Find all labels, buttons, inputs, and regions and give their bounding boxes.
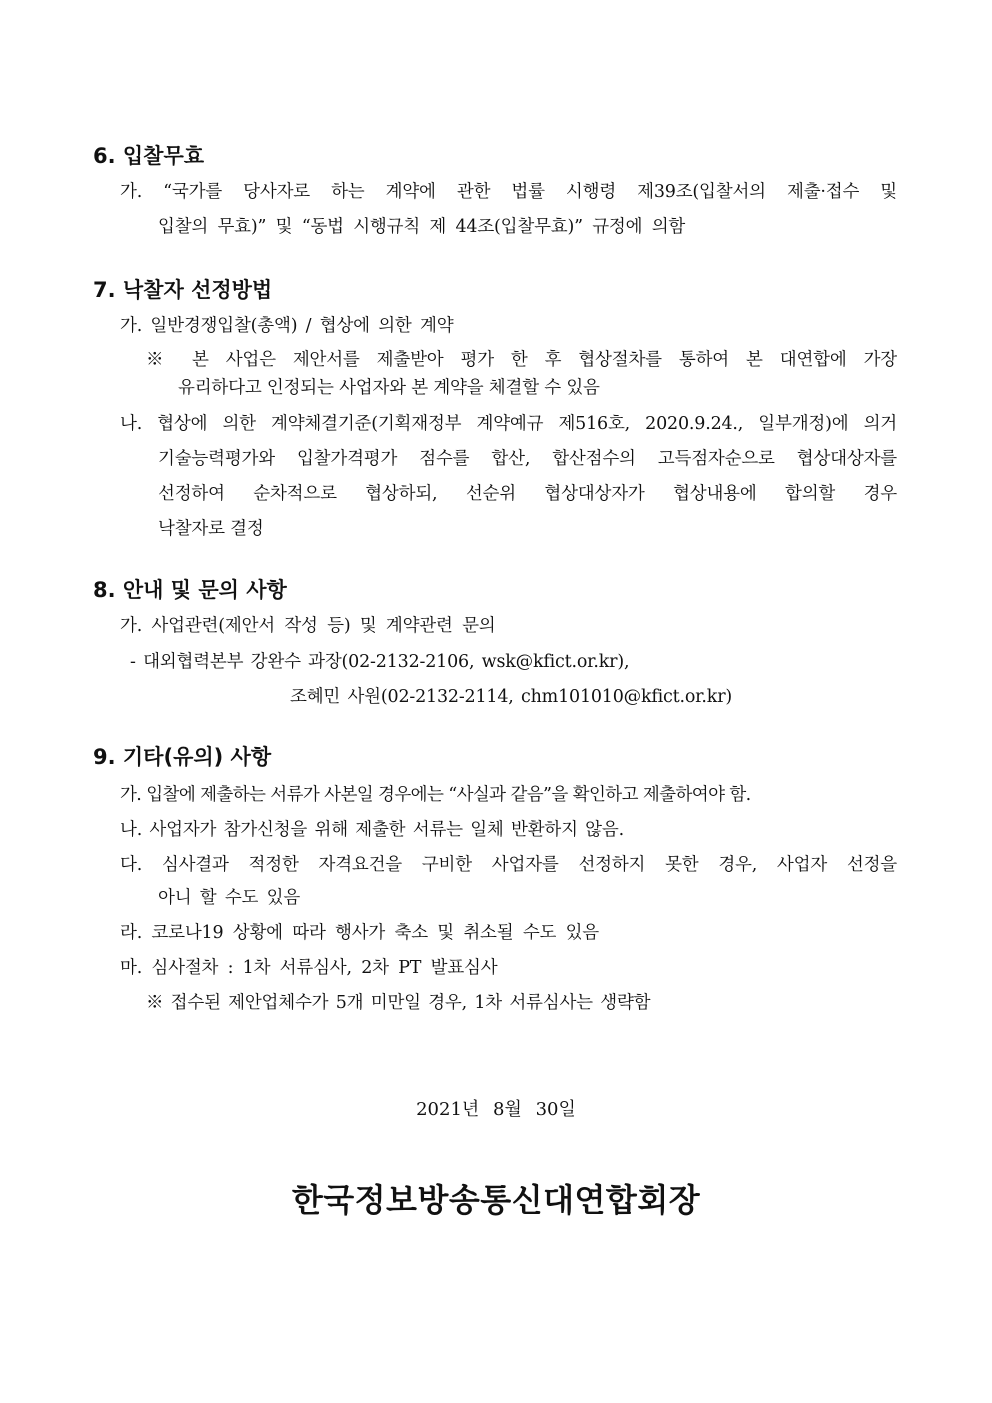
section-9-item-ga: 가. 입찰에 제출하는 서류가 사본일 경우에는 “사실과 같음”을 확인하고 제출하여야 함. xyxy=(120,785,751,805)
section-7-note-line-2: 유리하다고 인정되는 사업자와 본 계약을 체결할 수 있음 xyxy=(178,378,600,398)
section-6-item-ga-line-2: 입찰의 무효)” 및 “동법 시행규칙 제 44조(입찰무효)” 규정에 의함 xyxy=(158,217,686,237)
section-8-contact-line-2: 조혜민 사원(02-2132-2114, chm101010@kfict.or.kr) xyxy=(290,687,732,707)
section-7-item-ga: 가. 일반경쟁입찰(총액) / 협상에 의한 계약 xyxy=(120,316,454,336)
section-9-item-da-line-2: 아니 할 수도 있음 xyxy=(158,888,301,908)
section-9-item-ma: 마. 심사절차 : 1차 서류심사, 2차 PT 발표심사 xyxy=(120,958,498,978)
section-7-item-na-line-2: 기술능력평가와 입찰가격평가 점수를 합산, 합산점수의 고득점자순으로 협상대상자를 xyxy=(158,449,897,469)
section-7-note-line-1: ※ 본 사업은 제안서를 제출받아 평가 한 후 협상절차를 통하여 본 대연합에 가장 xyxy=(146,350,897,370)
section-8-item-ga: 가. 사업관련(제안서 작성 등) 및 계약관련 문의 xyxy=(120,616,496,636)
section-9-item-ra: 라. 코로나19 상황에 따라 행사가 축소 및 취소될 수도 있음 xyxy=(120,923,600,943)
section-8-contact-line-1: - 대외협력본부 강완수 과장(02-2132-2106, wsk@kfict.or.kr), xyxy=(130,652,630,672)
section-7-item-na-line-1: 나. 협상에 의한 계약체결기준(기획재정부 계약예규 제516호, 2020.9.24., 일부개정)에 의거 xyxy=(120,414,897,434)
section-8-heading: 8. 안내 및 문의 사항 xyxy=(93,578,287,602)
section-7-item-na-line-4: 낙찰자로 결정 xyxy=(158,519,264,539)
section-6-heading: 6. 입찰무효 xyxy=(93,144,205,168)
section-6-item-ga-line-1: 가. “국가를 당사자로 하는 계약에 관한 법률 시행령 제39조(입찰서의 제출·접수 및 xyxy=(120,182,897,202)
section-9-heading: 9. 기타(유의) 사항 xyxy=(93,745,272,769)
document-date: 2021년 8월 30일 xyxy=(416,1099,576,1120)
section-9-note: ※ 접수된 제안업체수가 5개 미만일 경우, 1차 서류심사는 생략함 xyxy=(146,993,651,1013)
section-9-item-na: 나. 사업자가 참가신청을 위해 제출한 서류는 일체 반환하지 않음. xyxy=(120,820,624,840)
section-7-heading: 7. 낙찰자 선정방법 xyxy=(93,278,273,302)
issuer-signature-line: 한국정보방송통신대연합회장 xyxy=(291,1181,701,1219)
section-9-item-da-line-1: 다. 심사결과 적정한 자격요건을 구비한 사업자를 선정하지 못한 경우, 사업자 선정을 xyxy=(120,855,897,875)
section-7-item-na-line-3: 선정하여 순차적으로 협상하되, 선순위 협상대상자가 협상내용에 합의할 경우 xyxy=(158,484,897,504)
